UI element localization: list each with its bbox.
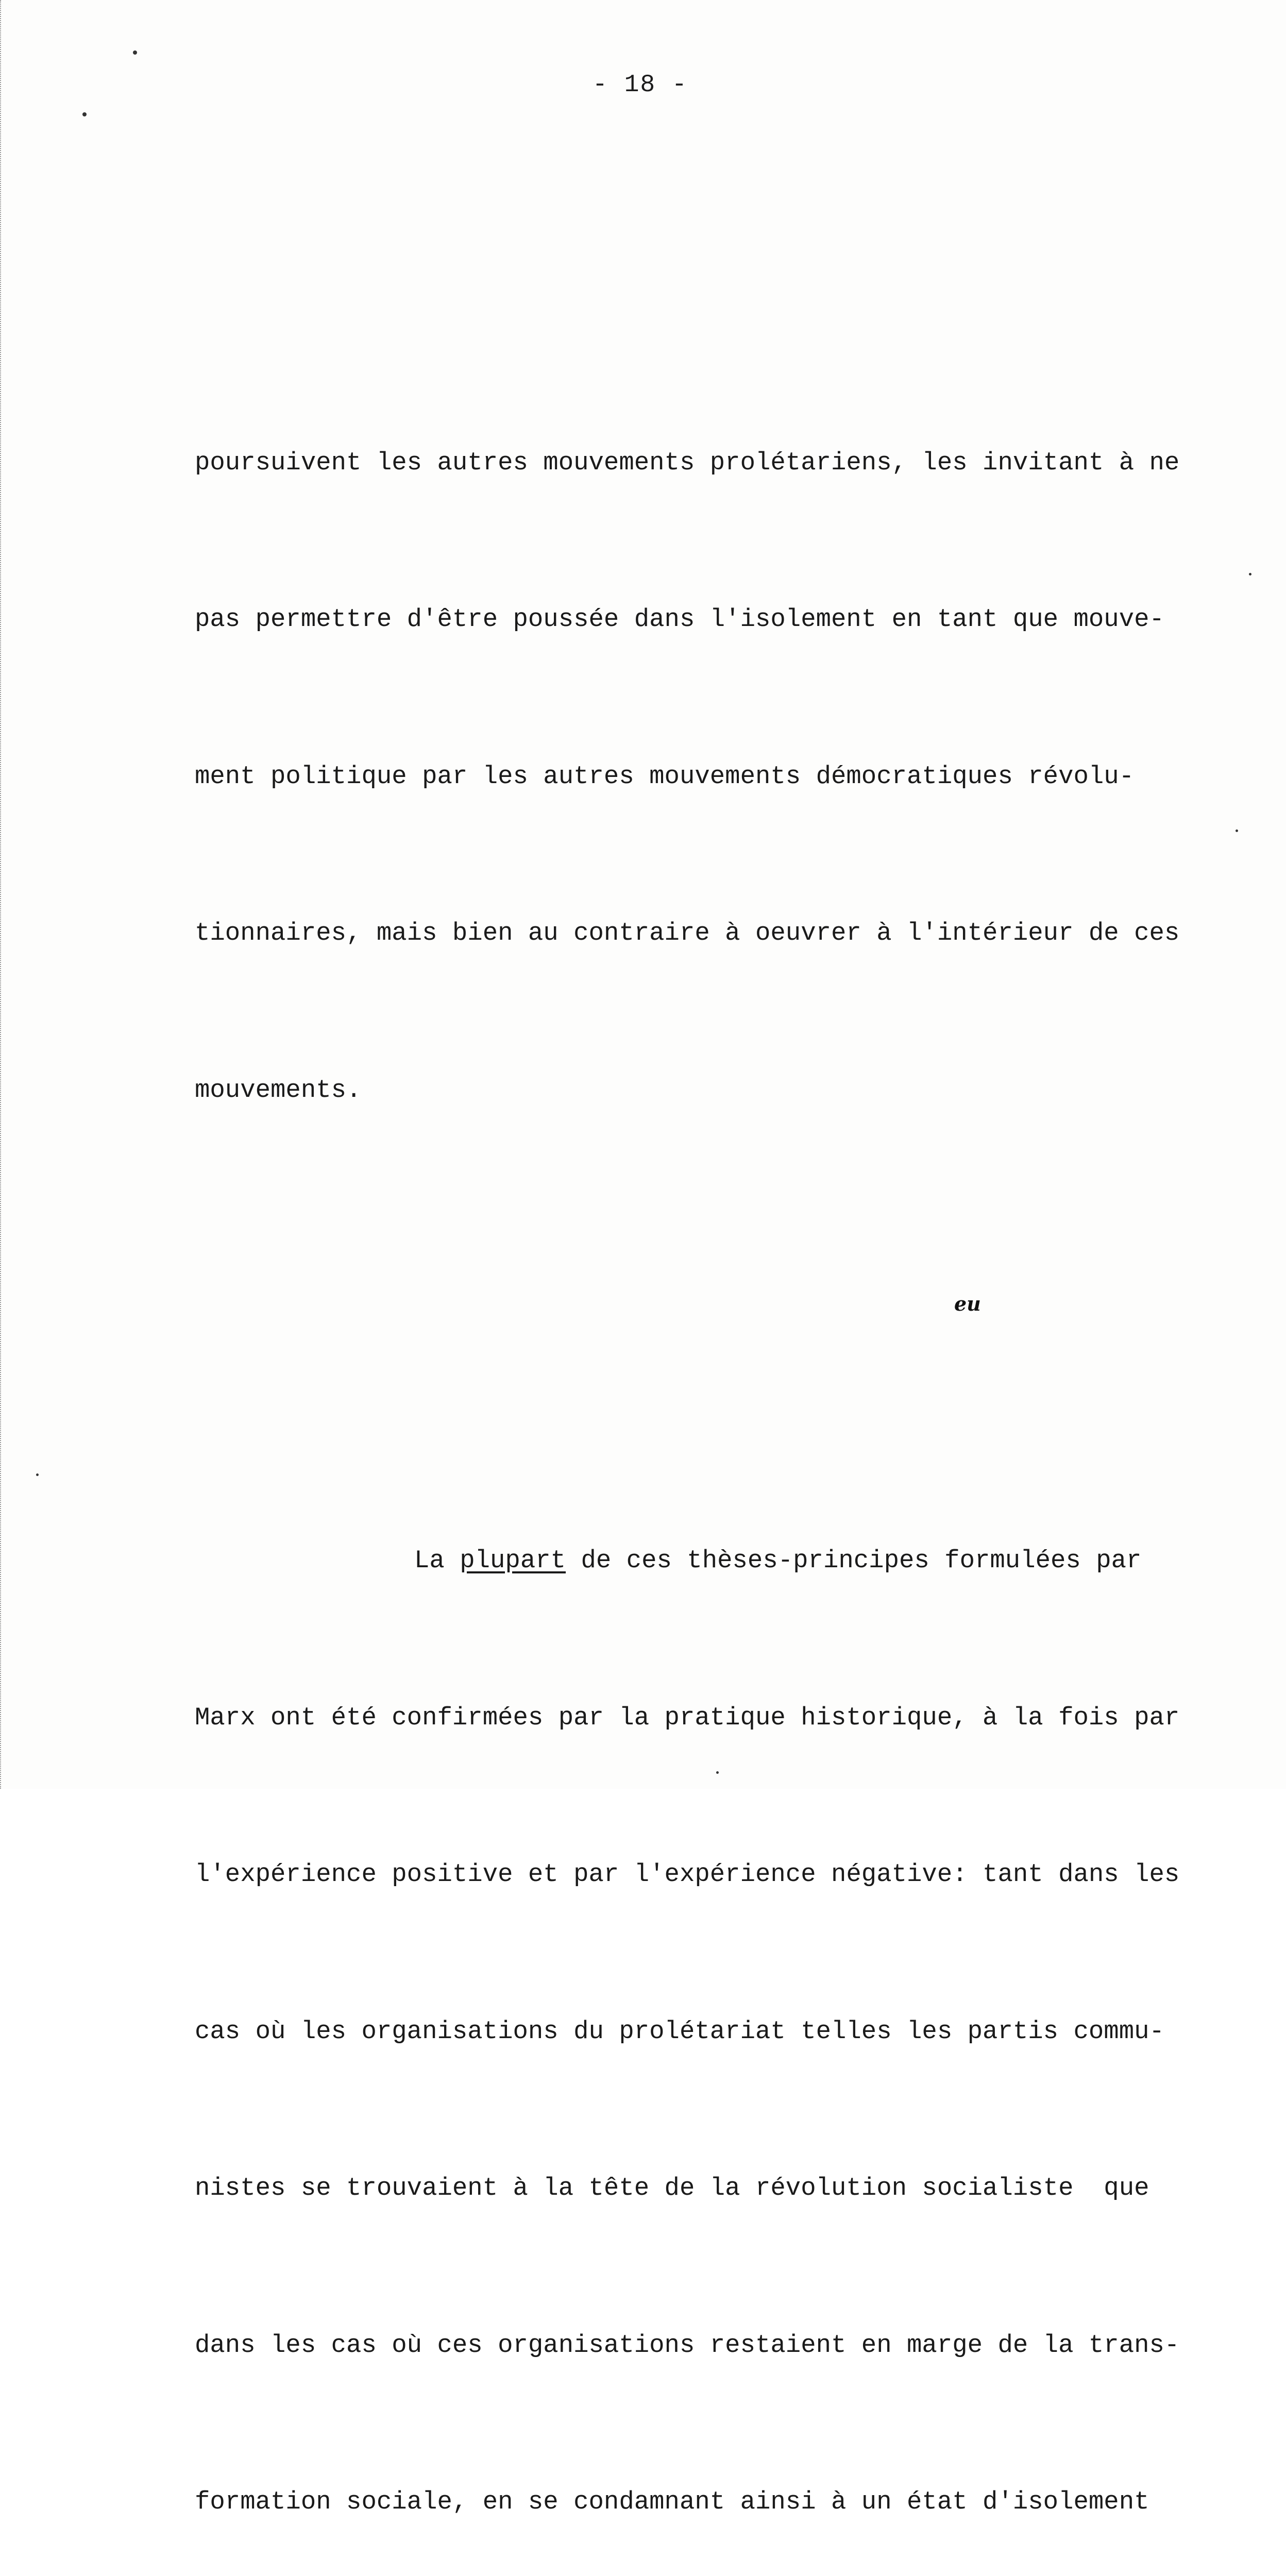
body-text [195,175,1246,2576]
scan-speck [82,112,87,116]
paragraph-2 [195,1430,1246,2576]
text-line: pas permettre d'être poussée dans l'isolement en tant que mouve- [195,605,1164,634]
scan-speck [36,1473,39,1476]
scan-speck [133,50,137,55]
text-run: de ces thèses-principes formulées par [566,1546,1142,1575]
scan-edge [0,0,3,1789]
handwritten-insert: eu [954,1292,981,1315]
scan-speck [1249,573,1251,575]
text-line: cas où les organisations du prolétariat telles les partis commu- [195,2016,1164,2046]
text-line [195,1535,1246,1587]
text-line: ment politique par les autres mouvements démocratiques révolu- [195,761,1135,791]
text-line: nistes se trouvaient à la tête de la révolution socialiste que [195,2174,1149,2202]
scan-speck [716,1771,719,1774]
text-line: Marx ont été confirmées par la pratique historique, à la fois par [195,1703,1180,1732]
text-line: l'expérience positive et par l'expérience négative: tant dans les [195,1860,1180,1889]
text-line: poursuivent les autres mouvements prolétariens, les invitant à ne [195,448,1180,477]
page-number: - 18 - [593,71,688,99]
scan-speck [1236,829,1238,832]
text-line: mouvements. [195,1075,362,1105]
text-line: formation sociale, en se condamnant ainsi à un état d'isolement [195,2487,1149,2516]
text-line: dans les cas où ces organisations restaient en marge de la trans- [195,2330,1180,2360]
text-line: tionnaires, mais bien au contraire à oeuvrer à l'intérieur de ces [195,919,1180,947]
text-run: La [414,1546,460,1575]
paragraph-1 [195,332,1246,1222]
underlined-word: plupart [460,1546,566,1575]
